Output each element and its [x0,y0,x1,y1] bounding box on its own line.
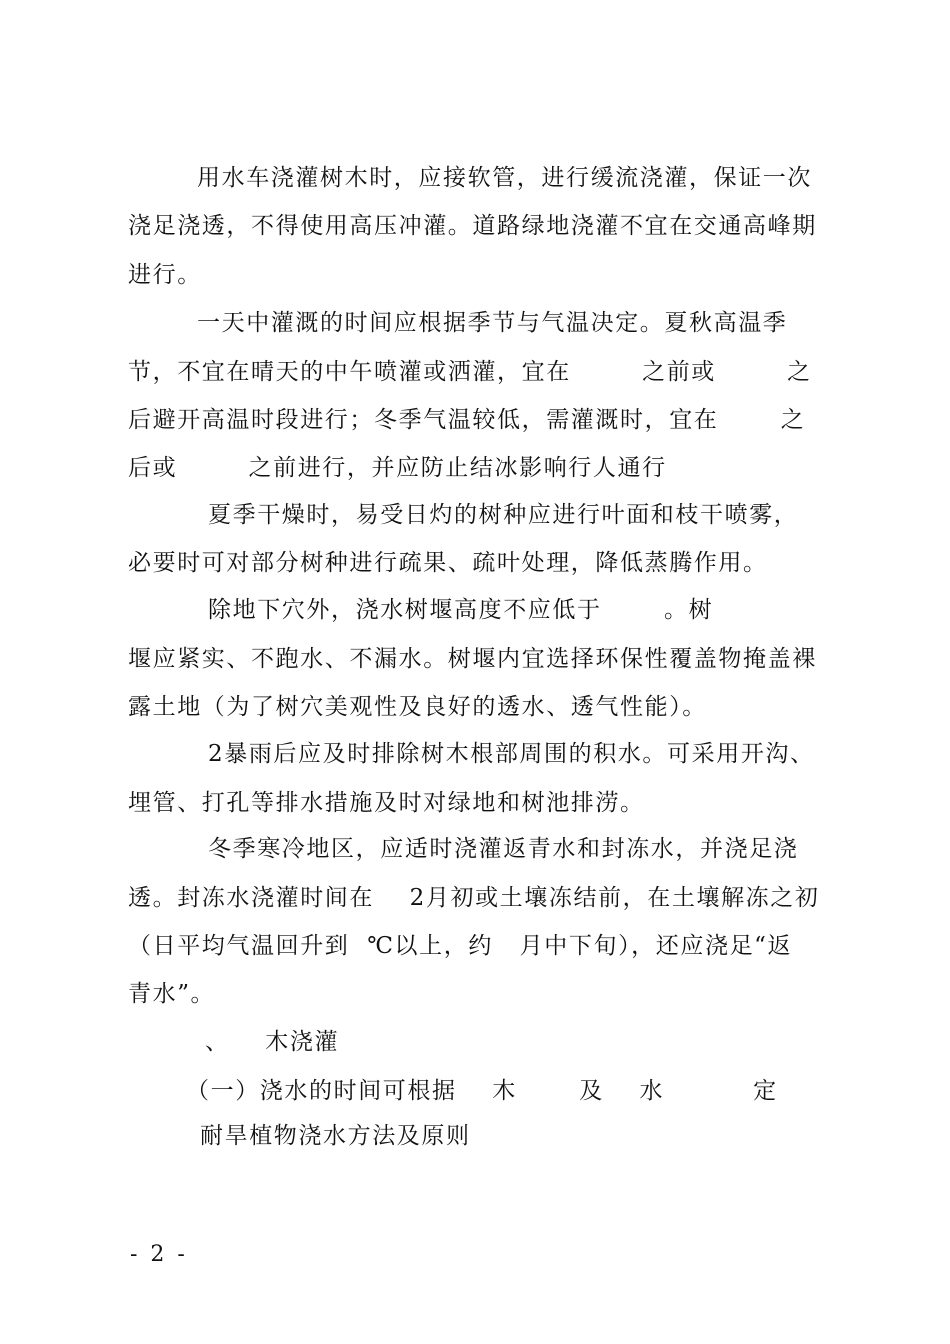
paragraph-2-line-2: 节，不宜在晴天的中午喷灌或洒灌，宜在 之前或 之 [128,359,812,385]
sub-heading: （一）浇水的时间可根据 木 及 水 定 [186,1078,778,1104]
paragraph-6-line-1: 冬季寒冷地区，应适时浇灌返青水和封冻水，并浇足浇 [208,836,799,862]
paragraph-1-line-3: 进行。 [128,262,202,288]
paragraph-1-line-2: 浇足浇透，不得使用高压冲灌。道路绿地浇灌不宜在交通高峰期 [128,213,817,239]
paragraph-2-line-3: 后避开高温时段进行；冬季气温较低，需灌溉时，宜在 之 [128,407,806,433]
page-number: - 2 - [130,1242,188,1267]
paragraph-5-line-2: 埋管、打孔等排水措施及时对绿地和树池排涝。 [128,790,645,816]
paragraph-6-line-3: （日平均气温回升到 ℃以上，约 月中下旬），还应浇足“返 [128,933,793,959]
section-heading: 、 木浇灌 [205,1029,340,1055]
paragraph-6-line-4: 青水”。 [128,981,216,1007]
paragraph-3-line-1: 夏季干燥时，易受日灼的树种应进行叶面和枝干喷雾， [208,502,799,528]
paragraph-6-line-2: 透。封冻水浇灌时间在 2月初或土壤冻结前，在土壤解冻之初 [128,885,820,911]
paragraph-3-line-2: 必要时可对部分树种进行疏果、疏叶处理，降低蒸腾作用。 [128,550,768,576]
paragraph-1-line-1: 用水车浇灌树木时，应接软管，进行缓流浇灌，保证一次 [197,165,812,191]
paragraph-4-line-1: 除地下穴外，浇水树堰高度不应低于 。树 [208,597,714,623]
paragraph-4-line-3: 露土地（为了树穴美观性及良好的透水、透气性能）。 [128,694,707,720]
paragraph-2-line-1: 一天中灌溉的时间应根据季节与气温决定。夏秋高温季 [197,310,788,336]
paragraph-5-line-1: 2暴雨后应及时排除树木根部周围的积水。可采用开沟、 [208,741,815,767]
paragraph-4-line-2: 堰应紧实、不跑水、不漏水。树堰内宜选择环保性覆盖物掩盖裸 [128,646,817,672]
paragraph-2-line-4: 后或 之前进行，并应防止结冰影响行人通行 [128,455,667,481]
sub-heading-2: 耐旱植物浇水方法及原则 [200,1123,471,1149]
